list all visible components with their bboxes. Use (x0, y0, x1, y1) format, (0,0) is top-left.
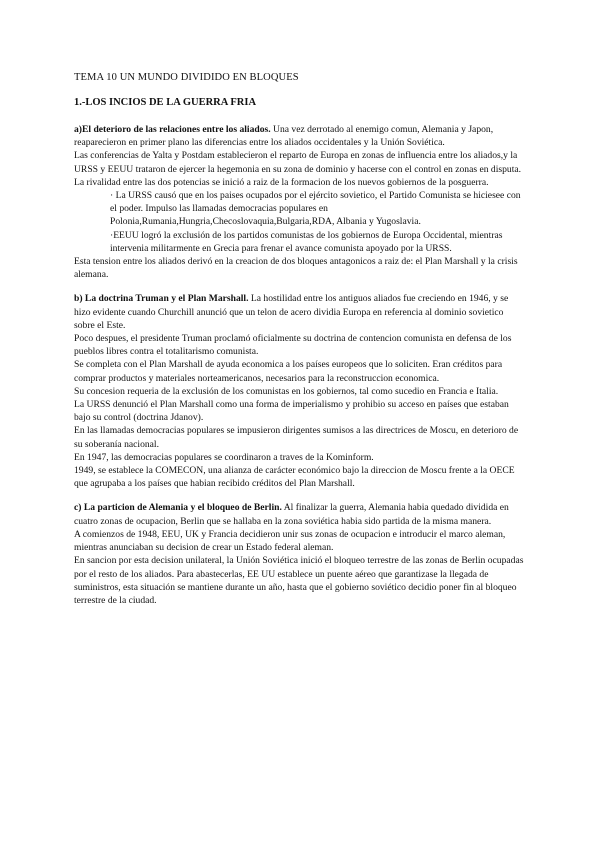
subsection-heading: a)El deterioro de las relaciones entre los aliados. (74, 124, 271, 135)
paragraph: A comienzos de 1948, EEU, UK y Francia decidieron unir sus zonas de ocupacion e introducir el marco aleman, mientras anunciaban su decision de crear un Estado federal aleman. (74, 528, 506, 554)
paragraph: En sancion por esta decision unilateral, la Unión Soviética inició el bloqueo terrestre de las zonas de Berlin ocupadas por el resto de los aliados. Para abastecerlas, EE UU establece un puente aéreo que garantizase la llegada de suministros, esta situación se mantiene durante un año, hasta que el gobierno soviético decidio poner fin al bloqueo terrestre de la ciudad. (74, 555, 524, 606)
paragraph: b) La doctrina Truman y el Plan Marshall. La hostilidad entre los antiguos aliados fue creciendo en 1946, y se hizo evidente cuando Churchill anunció que un telon de acero dividia Europa en referencia al dominio sovietico sobre el Este. (74, 293, 509, 331)
subsection-heading: c) La particion de Alemania y el bloqueo de Berlin. (74, 502, 282, 514)
paragraph: Las conferencias de Yalta y Postdam establecieron el reparto de Europa en zonas de influencia entre los aliados,y la URSS y EEUU trataron de ejercer la hegemonia en su zona de dominio y hacerse con el control en zonas en disputa. (74, 150, 522, 175)
subsection-heading: b) La doctrina Truman y el Plan Marshall. (74, 293, 249, 305)
paragraph: Se completa con el Plan Marshall de ayuda economica a los países europeos que lo soliciten. Eran créditos para comprar productos y materiales norteamericanos, necesarios para la reconstruccion economica. (74, 359, 503, 384)
subsection-b (74, 292, 526, 490)
bullet-item: · La URSS causó que en los paises ocupados por el ejército sovietico, el Partido Comunista se hiciesee con el poder. Impulso las llamadas democracias populares en Polonia,Rumania,Hungria,Checoslovaquia,Bulgaria,RDA, Albania y Yugoslavia. (110, 190, 521, 228)
subsection-c (74, 501, 526, 607)
subsection-a (74, 123, 526, 281)
paragraph: En las llamadas democracias populares se impusieron dirigentes sumisos a las directrices de Moscu, en deterioro de su soberanía nacional. (74, 425, 519, 450)
document-title: TEMA 10 UN MUNDO DIVIDIDO EN BLOQUES (74, 72, 299, 83)
paragraph: Esta tension entre los aliados derivó en la creacion de dos bloques antagonicos a raiz de: el Plan Marshall y la crisis alemana. (74, 256, 518, 281)
paragraph: a)El deterioro de las relaciones entre los aliados. Una vez derrotado al enemigo comun, Alemania y Japon, reaparecieron en primer plano las diferencias entre los aliados occidentales y la Unión Soviética. (74, 124, 494, 149)
paragraph: En 1947, las democracias populares se coordinaron a traves de la Kominform. (74, 451, 374, 463)
bullet-item: ·EEUU logró la exclusión de los partidos comunistas de los gobiernos de Europa Occidental, mientras intervenia militarmente en Grecia para frenar el avance comunista apoyado por la URSS. (110, 229, 503, 254)
paragraph: La rivalidad entre las dos potencias se inició a raiz de la formacion de los nuevos gobiernos de la posguerra. (74, 176, 489, 188)
paragraph: 1949, se establece la COMECON, una alianza de carácter económico bajo la direccion de Moscu frente a la OECE que agrupaba a los países que habian recibido créditos del Plan Marshall. (74, 465, 515, 490)
paragraph: Poco despues, el presidente Truman proclamó oficialmente su doctrina de contencion comunista en defensa de los pueblos libres contra el totalitarismo comunista. (74, 333, 512, 358)
paragraph: c) La particion de Alemania y el bloqueo de Berlin. Al finalizar la guerra, Alemania habia quedado dividida en cuatro zonas de ocupacion, Berlin que se hallaba en la zona soviética habia sido partida de la misma manera. (74, 502, 509, 527)
paragraph: La URSS denunció el Plan Marshall como una forma de imperialismo y prohibio su acceso en países que estaban bajo su control (doctrina Jdanov). (74, 399, 509, 424)
section-heading: 1.-LOS INCIOS DE LA GUERRA FRIA (74, 97, 257, 108)
paragraph: Su concesion requeria de la exclusión de los comunistas en los gobiernos, tal como sucedio en Francia e Italia. (74, 385, 499, 397)
